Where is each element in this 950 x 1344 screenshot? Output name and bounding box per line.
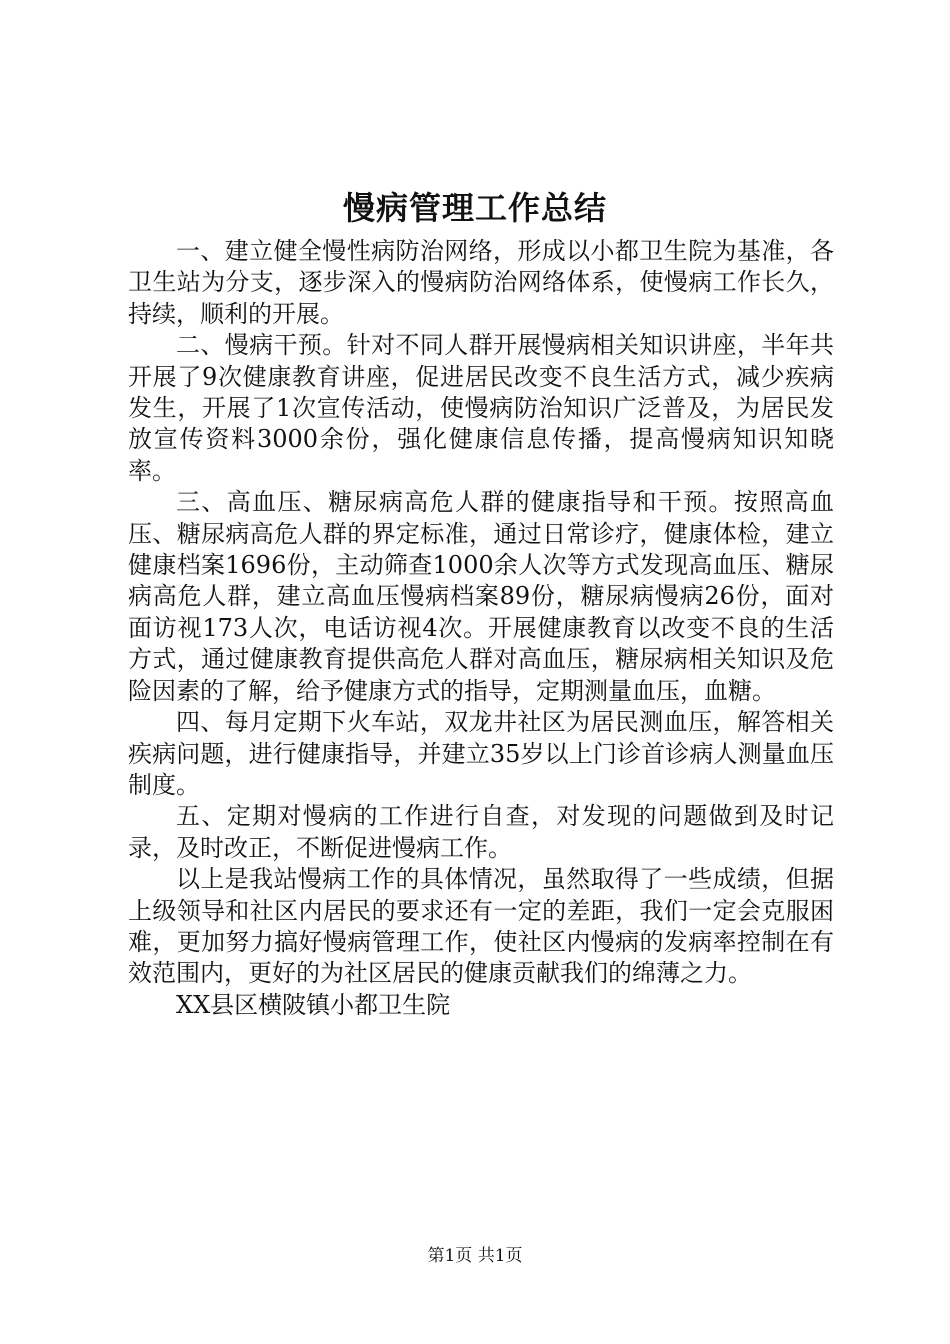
paragraph-5: 五、定期对慢病的工作进行自查，对发现的问题做到及时记录，及时改正，不断促进慢病工作。 bbox=[128, 802, 834, 862]
paragraph-1: 一、建立健全慢性病防治网络，形成以小都卫生院为基准，各卫生站为分支，逐步深入的慢病防治网络体系，使慢病工作长久，持续，顺利的开展。 bbox=[128, 237, 834, 328]
paragraph-4: 四、每月定期下火车站，双龙井社区为居民测血压，解答相关疾病问题，进行健康指导，并建立35岁以上门诊首诊病人测量血压制度。 bbox=[128, 708, 834, 799]
paragraph-6: 以上是我站慢病工作的具体情况，虽然取得了一些成绩，但据上级领导和社区内居民的要求还有一定的差距，我们一定会克服困难，更加努力搞好慢病管理工作，使社区内慢病的发病率控制在有效范围内，更好的为社区居民的健康贡献我们的绵薄之力。 bbox=[128, 865, 834, 988]
document-body bbox=[128, 236, 834, 1021]
signature: XX县区横陂镇小都卫生院 bbox=[176, 990, 451, 1019]
paragraph-3: 三、高血压、糖尿病高危人群的健康指导和干预。按照高血压、糖尿病高危人群的界定标准，通过日常诊疗，健康体检，建立健康档案1696份，主动筛查1000余人次等方式发现高血压、糖尿病高危人群，建立高血压慢病档案89份，糖尿病慢病26份，面对面访视173人次，电话访视4次。开展健康教育以改变不良的生活方式，通过健康教育提供高危人群对高血压，糖尿病相关知识及危险因素的了解，给予健康方式的指导，定期测量血压，血糖。 bbox=[128, 488, 834, 705]
paragraph-2: 二、慢病干预。针对不同人群开展慢病相关知识讲座，半年共开展了9次健康教育讲座，促进居民改变不良生活方式，减少疾病发生，开展了1次宣传活动，使慢病防治知识广泛普及，为居民发放宣传资料3000余份，强化健康信息传播，提高慢病知识知晓率。 bbox=[128, 331, 834, 485]
page-footer: 第1页 共1页 bbox=[427, 1246, 523, 1266]
page-title: 慢病管理工作总结 bbox=[342, 189, 607, 227]
